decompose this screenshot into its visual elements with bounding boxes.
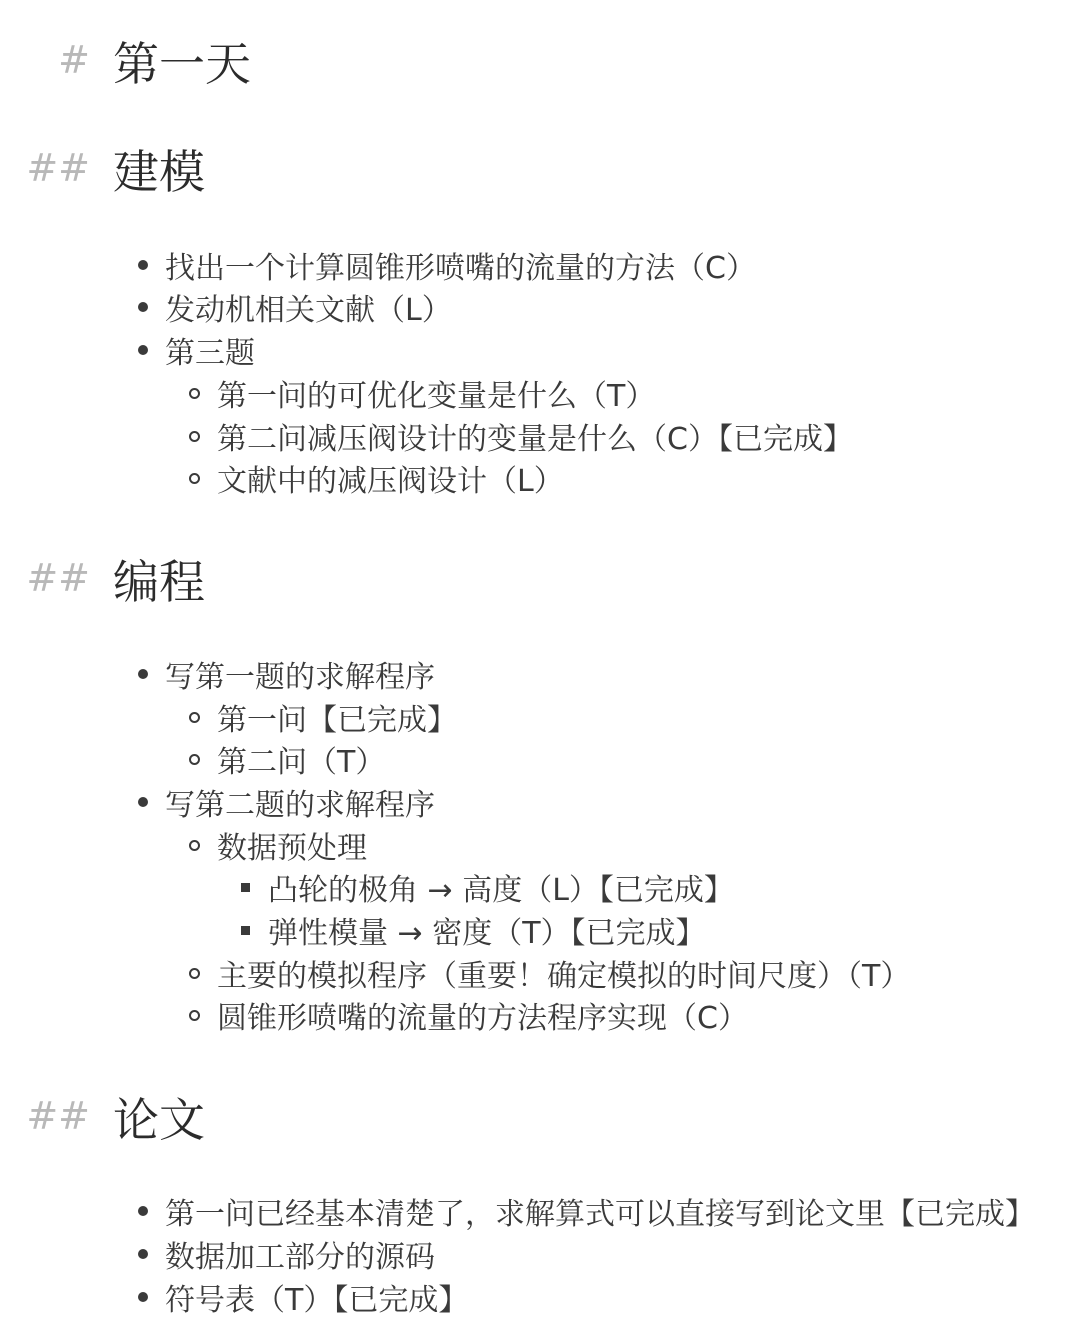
bullet-disc-icon [138,302,148,312]
heading-1-marker: # [58,38,90,82]
list-item [0,244,1080,286]
list-item [0,738,1080,780]
heading-1 [0,28,1080,91]
list-item [0,286,1080,328]
bullet-circle-icon [189,712,200,723]
bullet-disc-icon [138,345,148,355]
bullet-disc-icon [138,669,148,679]
bullet-square-icon [241,926,250,935]
list-item-text: 圆锥形喷嘴的流量的方法程序实现（C） [217,1001,748,1036]
list-item [0,372,1080,414]
list-item-text: 第一问已经基本清楚了，求解算式可以直接写到论文里【已完成】 [165,1197,1035,1232]
bullet-disc-icon [138,260,148,270]
bullet-disc-icon [138,1249,148,1259]
list-item [0,952,1080,994]
list-item [0,1276,1080,1318]
list-item [0,1233,1080,1275]
bullet-disc-icon [138,1206,148,1216]
list-item-text: 数据加工部分的源码 [165,1240,435,1275]
list-item [0,866,1080,908]
list-item [0,909,1080,951]
list-item [0,994,1080,1036]
list-item [0,415,1080,457]
bullet-disc-icon [138,1292,148,1302]
list-item [0,1190,1080,1232]
list-item-text: 符号表（T）【已完成】 [165,1283,469,1318]
bullet-circle-icon [189,1010,200,1021]
list-item [0,781,1080,823]
bullet-circle-icon [189,431,200,442]
list-item-text: 文献中的减压阀设计（L） [217,464,564,499]
section-heading-modeling [0,136,1080,199]
list-item-text: 第三题 [165,336,255,371]
list-item-text: 弹性模量 → 密度（T）【已完成】 [268,916,706,951]
heading-2-marker: ## [26,1094,90,1138]
bullet-square-icon [241,883,250,892]
list-item [0,653,1080,695]
list-item-text: 主要的模拟程序（重要！确定模拟的时间尺度）（T） [217,959,911,994]
section-title: 论文 [113,1093,205,1147]
list-item-text: 第一问的可优化变量是什么（T） [217,379,656,414]
list-item-text: 写第二题的求解程序 [165,788,435,823]
section-heading-paper [0,1084,1080,1147]
list-item-text: 第二问减压阀设计的变量是什么（C）【已完成】 [217,422,853,457]
page-title: 第一天 [113,37,251,91]
bullet-circle-icon [189,473,200,484]
list-item-text: 发动机相关文献（L） [165,293,452,328]
bullet-circle-icon [189,754,200,765]
list-item-text: 数据预处理 [217,831,367,866]
section-title: 建模 [113,145,205,199]
bullet-disc-icon [138,797,148,807]
list-item [0,696,1080,738]
list-item-text: 凸轮的极角 → 高度（L）【已完成】 [268,873,734,908]
bullet-circle-icon [189,968,200,979]
list-item-text: 第二问（T） [217,745,386,780]
heading-2-marker: ## [26,556,90,600]
bullet-circle-icon [189,840,200,851]
list-item-text: 找出一个计算圆锥形喷嘴的流量的方法（C） [165,251,756,286]
list-item-text: 写第一题的求解程序 [165,660,435,695]
list-item [0,824,1080,866]
bullet-circle-icon [189,388,200,399]
heading-2-marker: ## [26,146,90,190]
section-heading-programming [0,546,1080,609]
list-item [0,457,1080,499]
list-item-text: 第一问【已完成】 [217,703,457,738]
list-item [0,329,1080,371]
section-title: 编程 [113,555,205,609]
